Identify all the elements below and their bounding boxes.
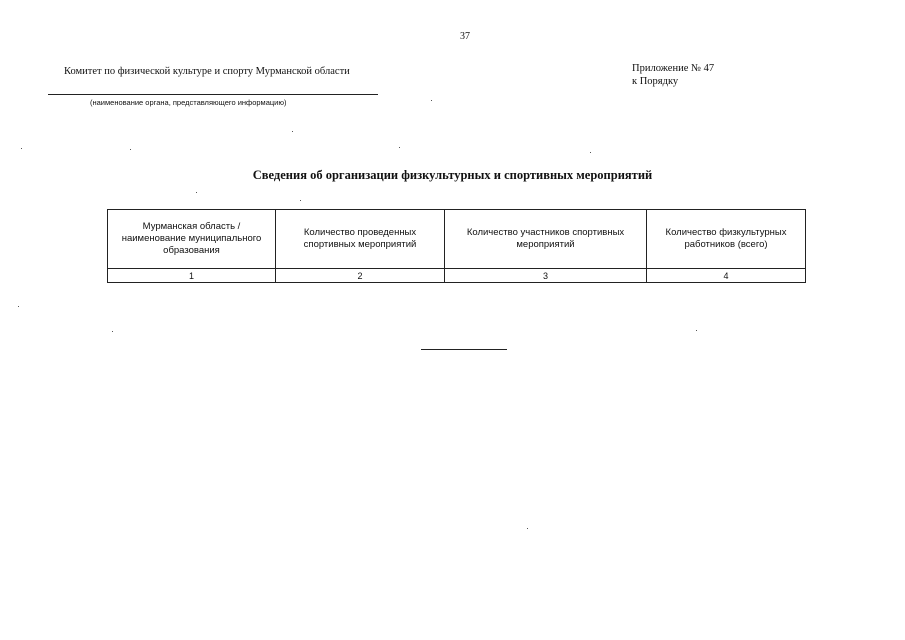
table-header-cell: Мурманская область / наименование муниципального образования	[108, 210, 276, 269]
table-number-cell: 3	[445, 269, 647, 283]
scan-speck	[300, 200, 301, 201]
end-divider	[421, 349, 507, 350]
scan-speck	[590, 152, 591, 153]
scan-speck	[399, 147, 400, 148]
table-number-cell: 2	[276, 269, 445, 283]
appendix-line-1: Приложение № 47	[632, 63, 715, 74]
scan-speck	[431, 100, 432, 101]
table-header-row	[108, 210, 806, 269]
organization-underline	[48, 94, 378, 95]
appendix-note	[632, 62, 714, 88]
organization-name: Комитет по физической культуре и спорту Мурманской области	[64, 66, 350, 77]
appendix-line-2: к Порядку	[632, 76, 679, 87]
table-header-cell: Количество участников спортивных мероприятий	[445, 210, 647, 269]
scan-speck	[292, 131, 293, 132]
page-number: 37	[460, 31, 470, 42]
scan-speck	[196, 192, 197, 193]
table-header-cell: Количество проведенных спортивных мероприятий	[276, 210, 445, 269]
table-header-cell: Количество физкультурных работников (всего)	[647, 210, 806, 269]
scan-speck	[696, 330, 697, 331]
info-table	[107, 209, 806, 283]
scan-speck	[21, 148, 22, 149]
scan-speck	[130, 149, 131, 150]
scan-speck	[112, 331, 113, 332]
scan-speck	[527, 528, 528, 529]
document-title: Сведения об организации физкультурных и спортивных мероприятий	[252, 168, 653, 182]
table-number-cell: 4	[647, 269, 806, 283]
organization-caption: (наименование органа, представляющего информацию)	[90, 98, 287, 107]
table-number-cell: 1	[108, 269, 276, 283]
scan-speck	[18, 306, 19, 307]
table-number-row	[108, 269, 806, 283]
